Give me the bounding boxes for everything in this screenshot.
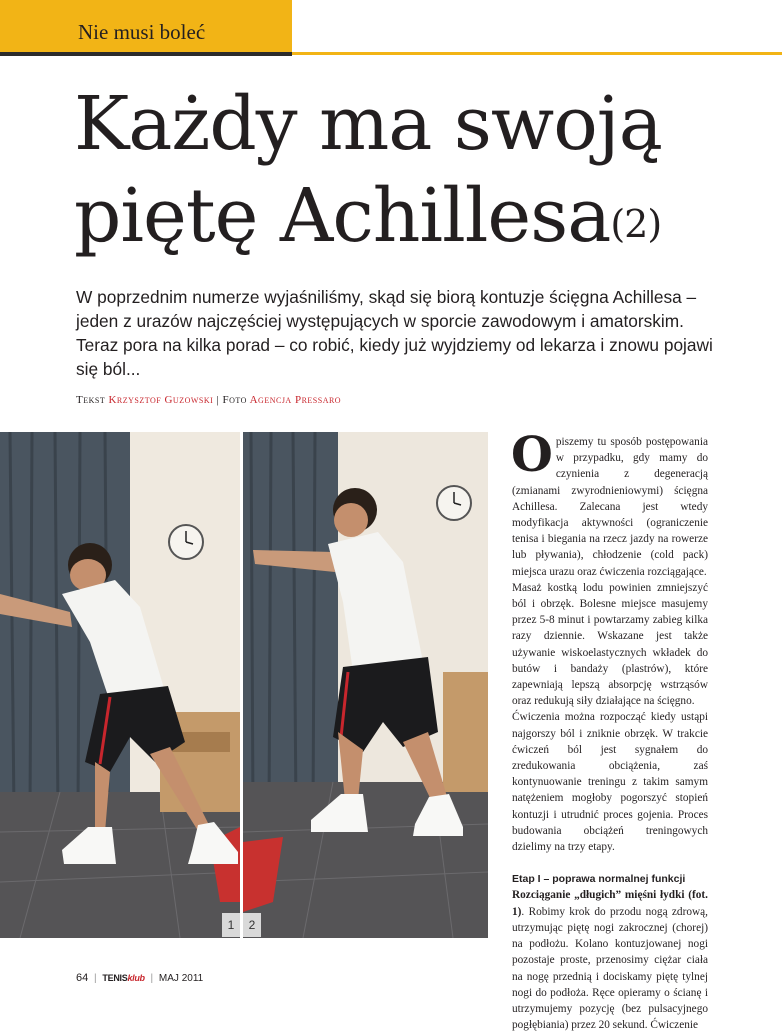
section-tab (0, 0, 292, 52)
credit-author: Krzysztof Guzowski (108, 394, 214, 406)
section-rule-gold (292, 52, 782, 55)
magazine-logo (102, 973, 144, 983)
photo-1 (0, 432, 240, 938)
paragraph-4-text: . Robimy krok do przodu nogą zdrową, utrzymując piętę nogi zakrocznej (chorej) na podłożu. Kolano kontuzjowanej nogi pozostaje proste, przenosimy ciężar ciała na nogę przednią i dociskamy piętę tylnej nogi do podłoża. Ręce opieramy o ścianę i utrzymujemy pozycję (bez pulsacyjnego pogłębiania) przez 20 sekund. Ćwiczenie (512, 905, 708, 1032)
headline-line-2-text: piętę Achillesa (74, 173, 611, 259)
headline-line-2 (74, 170, 764, 262)
article-body (511, 427, 708, 1033)
page-footer (76, 972, 203, 984)
credit-photo-source: Agencja Pressaro (249, 394, 342, 406)
figure-number-1: 1 (222, 913, 240, 937)
paragraph-1 (511, 427, 708, 580)
paragraph-4-lead: Rozciąganie „długich” mięśni łydki (fot. 1) (512, 889, 708, 918)
headline-line-1: Każdy ma swoją (74, 81, 662, 167)
paragraph-1-text: piszemy tu sposób postępowania w przypadku, gdy mamy do czynienia z degeneracją (zmianami zwyrodnieniowymi) ścięgna Achillesa. Zalecana jest wtedy modyfikacja aktywności (ograniczenie tenisa i biegania na rzecz jazdy na rowerze lub pływania), chłodzenie (cold pack) miejsca urazu oraz ćwiczenia rozciągające. (512, 436, 708, 578)
article-credits (76, 394, 341, 406)
logo-text-tenis: TENIS (102, 973, 128, 983)
headline-part-number: (2) (610, 202, 662, 246)
section-rule-dark (0, 52, 292, 56)
logo-text-klub: klub (127, 973, 145, 983)
paragraph-2: Masaż kostką lodu powinien zmniejszyć ból i obrzęk. Bolesne miejsce masujemy przez 5-8 minut i powtarzamy zabieg kilka razy dziennie. Wskazane jest także używanie wiskoelastycznych wkładek do butów i bandaży (plastrów), które zapewniają lepszą absorpcję wstrząsów oraz redukują siły działające na ścięgno. (512, 581, 708, 708)
drop-cap: O (511, 427, 553, 483)
figure-number-2: 2 (243, 913, 261, 937)
footer-divider-2: | (150, 973, 154, 984)
credit-text-label: Tekst (76, 394, 106, 406)
paragraph-4 (512, 887, 708, 1033)
credit-separator: | (216, 394, 220, 406)
paragraph-3: Ćwiczenia można rozpocząć kiedy ustąpi najgorszy ból i zniknie obrzęk. W trakcie ćwiczeń ból jest sygnałem do zredukowania obciążenia, zaś kontynuowanie treningu z takim samym natężeniem mogłoby pogorszyć stopień kontuzji i utrudnić proces gojenia. Proces budowania obciążeń treningowych dzielimy na trzy etapy. (512, 711, 708, 854)
article-headline (74, 78, 764, 262)
credit-photo-label: Foto (222, 394, 247, 406)
footer-divider: | (94, 973, 97, 984)
section-subhead: Etap I – poprawa normalnej funkcji (512, 873, 686, 886)
page-number: 64 (76, 972, 89, 984)
issue-date: MAJ 2011 (158, 973, 204, 984)
photo-2 (243, 432, 488, 938)
section-label: Nie musi boleć (78, 20, 206, 44)
article-lead: W poprzednim numerze wyjaśniliśmy, skąd się biorą kontuzje ścięgna Achillesa – jeden z urazów najczęściej występujących w sporcie zawodowym i amatorskim. Teraz pora na kilka porad – co robić, kiedy już wyjdziemy od lekarza i znowu pojawi się ból... (76, 287, 713, 379)
